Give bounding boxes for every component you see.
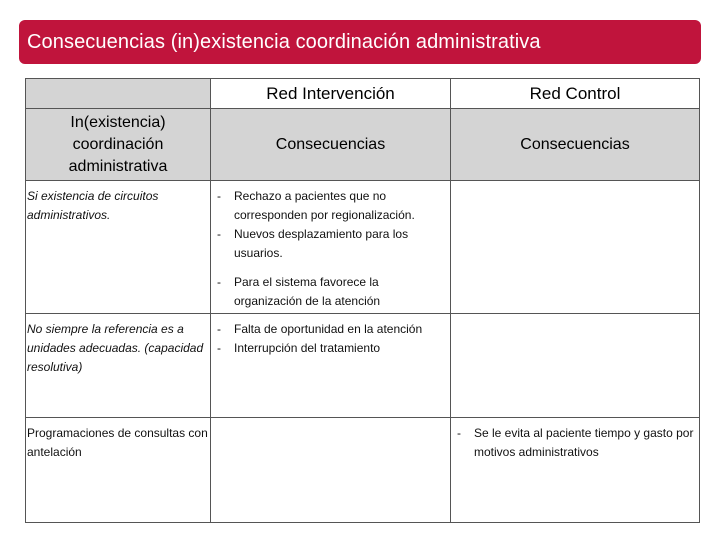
- row-label: Programaciones de consultas con antelación: [26, 418, 211, 523]
- slide-title: Consecuencias (in)existencia coordinación administrativa: [27, 30, 541, 53]
- subheader-consecuencias-control: Consecuencias: [451, 109, 700, 181]
- consequence-list: [211, 181, 450, 311]
- subheader-row: [26, 109, 700, 181]
- control-consequences-cell: [451, 418, 700, 523]
- list-item: - Falta de oportunidad en la atención: [217, 320, 446, 339]
- table-row: [26, 181, 700, 314]
- table-row: [26, 418, 700, 523]
- intervencion-consequences-cell: [211, 181, 451, 314]
- control-consequences-cell: [451, 314, 700, 418]
- intervencion-consequences-cell: [211, 314, 451, 418]
- consequences-table: [25, 78, 700, 523]
- list-item: - Para el sistema favorece la organización de la atención: [217, 273, 446, 311]
- subheader-coordinacion: In(existencia) coordinación administrativa: [26, 109, 211, 181]
- list-item: - Nuevos desplazamiento para los usuarios.: [217, 225, 446, 263]
- header-red-intervencion: Red Intervención: [211, 79, 451, 109]
- table-row: [26, 314, 700, 418]
- list-item: - Interrupción del tratamiento: [217, 339, 446, 358]
- title-bar: [19, 20, 701, 64]
- list-item: - Rechazo a pacientes que no corresponden por regionalización.: [217, 187, 446, 225]
- control-consequences-cell: [451, 181, 700, 314]
- list-item: - Se le evita al paciente tiempo y gasto por motivos administrativos: [457, 424, 695, 462]
- consequence-list: [451, 418, 699, 462]
- intervencion-consequences-cell: [211, 418, 451, 523]
- header-corner-cell: [26, 79, 211, 109]
- header-red-control: Red Control: [451, 79, 700, 109]
- row-label: Si existencia de circuitos administrativos.: [26, 181, 211, 314]
- subheader-consecuencias-intervencion: Consecuencias: [211, 109, 451, 181]
- consequence-list: [211, 314, 450, 358]
- header-row: [26, 79, 700, 109]
- row-label: No siempre la referencia es a unidades adecuadas. (capacidad resolutiva): [26, 314, 211, 418]
